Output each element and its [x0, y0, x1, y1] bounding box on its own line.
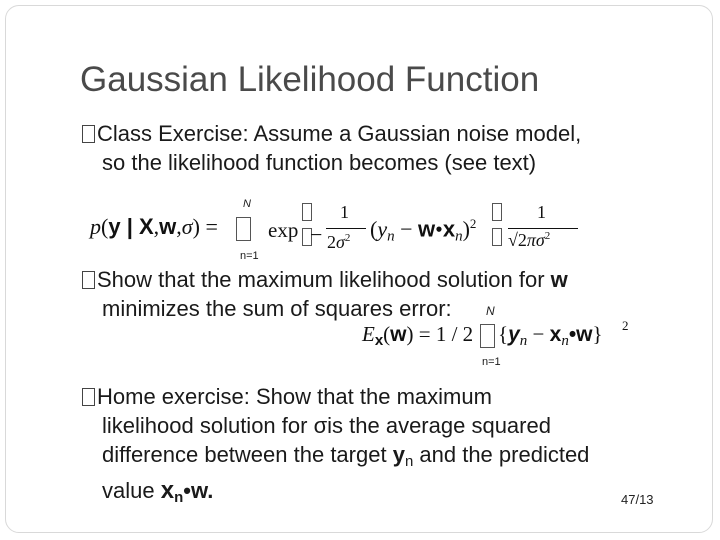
squared-difference: ($y_n$ − $w•x_n)^2$: [370, 216, 477, 245]
sum-upper-limit: N: [486, 304, 495, 318]
slide-title: Gaussian Likelihood Function: [80, 60, 540, 99]
bullet2-line1: Show that the maximum likelihood solution for: [97, 267, 551, 292]
bracket-top-left-icon: [302, 203, 312, 221]
bracket-bottom-right-icon: [492, 228, 502, 246]
bullet3-line3: difference between the target $y_n$ and the predicted: [102, 442, 590, 470]
frac2-denominator: $√2\pi\sigma^2$: [508, 230, 551, 250]
bullet3-line4: value $x_n•w$.: [102, 477, 214, 506]
frac1-numerator: 1: [340, 202, 349, 222]
bullet-box-icon: [82, 125, 95, 143]
product-symbol-icon: [236, 217, 251, 241]
sse-power: 2: [622, 318, 629, 333]
bullet1-line1: Class Exercise: Assume a Gaussian noise model,: [97, 121, 582, 146]
bullet-box-icon: [82, 388, 95, 406]
frac1-denominator: $2\sigma^2$: [327, 232, 351, 252]
bullet1-line2: so the likelihood function becomes (see text): [102, 150, 537, 175]
bullet3-line2: likelihood solution for σis the average squared: [102, 413, 551, 438]
bullet-home-exercise: [82, 382, 589, 512]
bracket-top-right-icon: [492, 203, 502, 221]
bullet2-line2: minimizes the sum of squares error:: [102, 296, 452, 321]
bullet3-line1: Home exercise: Show that the maximum: [97, 384, 492, 409]
exp-label: exp: [268, 218, 299, 242]
bullet2-w: w: [550, 267, 568, 292]
bullet-box-icon: [82, 271, 95, 289]
page-number: 47/13: [621, 492, 654, 507]
sum-lower-limit: n=1: [482, 356, 501, 368]
sum-symbol-icon: [480, 324, 495, 348]
product-upper-limit: N: [243, 198, 251, 210]
product-lower-limit: n=1: [240, 250, 259, 262]
bullet-class-exercise: [82, 119, 581, 177]
frac2-numerator: 1: [537, 202, 546, 222]
